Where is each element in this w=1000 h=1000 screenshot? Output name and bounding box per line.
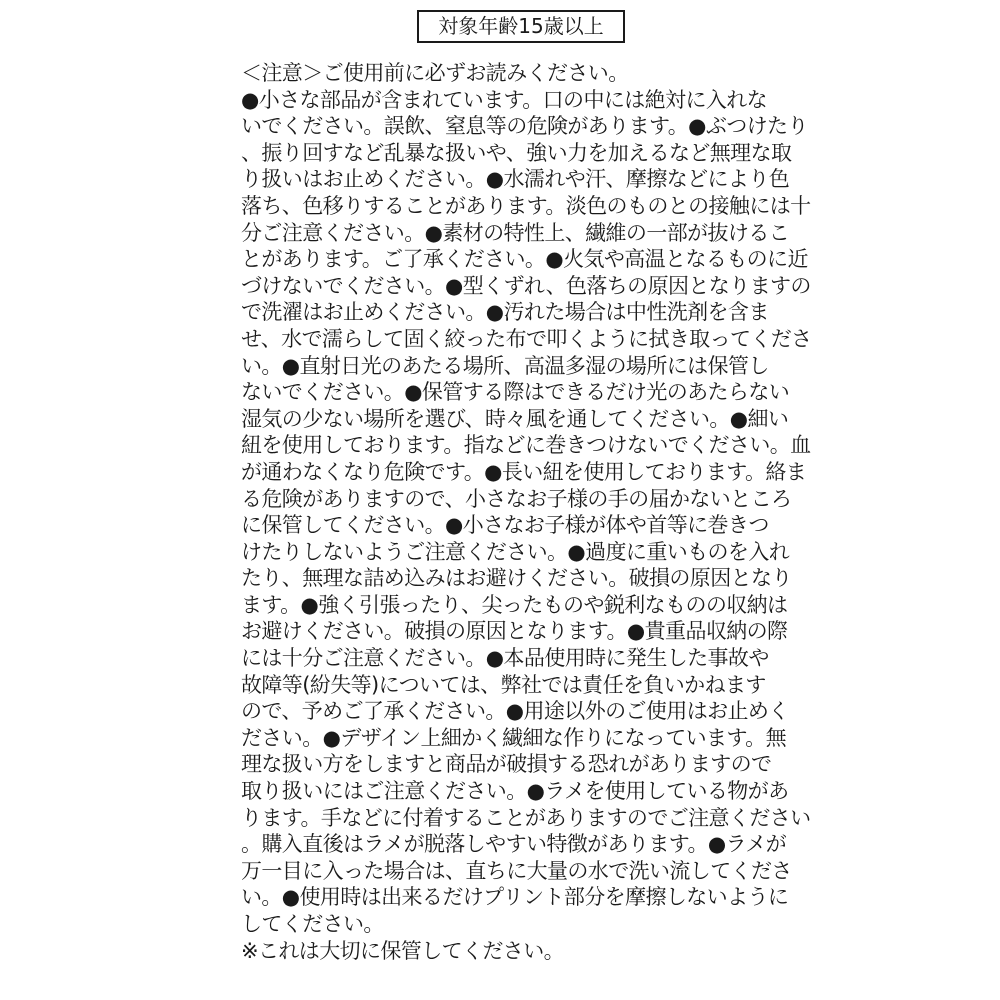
notice-line: 万一目に入った場合は、直ちに大量の水で洗い流してくださ [241,858,792,883]
notice-line: 落ち、色移りすることがあります。淡色のものとの接触には十 [241,193,811,218]
notice-line: ＜注意＞ご使用前に必ずお読みください。 [241,61,629,85]
notice-line: 。購入直後はラメが脱落しやすい特徴があります。●ラメが [241,832,787,857]
notice-line: 分ご注意ください。●素材の特性上、繊維の一部が抜けるこ [241,220,790,245]
caution-notice [241,60,811,964]
notice-line: してください。 [241,912,384,936]
notice-line: ●小さな部品が含まれています。口の中には絶対に入れな [241,87,768,112]
notice-line: には十分ご注意ください。●本品使用時に発生した事故や [241,646,769,671]
notice-line: 、振り回すなど乱暴な扱いや、強い力を加えるなど無理な取 [241,140,792,165]
notice-line: ださい。●デザイン上細かく繊細な作りになっています。無 [241,725,786,750]
notice-line: ります。手などに付着することがありますのでご注意ください [241,805,811,830]
notice-line: り扱いはお止めください。●水濡れや汗、摩擦などにより色 [241,167,790,192]
notice-line: い。●使用時は出来るだけプリント部分を摩擦しないように [241,885,789,910]
notice-line: 故障等(紛失等)については、弊社では責任を負いかねます [241,672,766,697]
notice-line: る危険がありますので、小さなお子様の手の届かないところ [241,486,792,511]
notice-line: ※これは大切に保管してください。 [241,938,564,963]
notice-line: ます。●強く引張ったり、尖ったものや鋭利なものの収納は [241,592,788,617]
notice-line: で洗濯はお止めください。●汚れた場合は中性洗剤を含ま [241,300,769,325]
notice-line: 紐を使用しております。指などに巻きつけないでください。血 [241,433,811,458]
notice-line: が通わなくなり危険です。●長い紐を使用しております。絡ま [241,459,807,484]
notice-line: い。●直射日光のあたる場所、高温多湿の場所には保管し [241,353,769,378]
notice-line: いでください。誤飲、窒息等の危険があります。●ぶつけたり [241,114,808,139]
notice-line: とがあります。ご了承ください。●火気や高温となるものに近 [241,247,808,272]
notice-line: けたりしないようご注意ください。●過度に重いものを入れ [241,539,790,564]
notice-line: 取り扱いにはご注意ください。●ラメを使用している物があ [241,779,789,804]
notice-line: ないでください。●保管する際はできるだけ光のあたらない [241,380,790,405]
notice-line: 湿気の少ない場所を選び、時々風を通してください。●細い [241,406,789,431]
notice-line: お避けください。破損の原因となります。●貴重品収納の際 [241,619,788,644]
notice-line: たり、無理な詰め込みはお避けください。破損の原因となり [241,566,792,591]
notice-line: 理な扱い方をしますと商品が破損する恐れがありますので [241,752,772,777]
notice-line: づけないでください。●型くずれ、色落ちの原因となりますの [241,273,811,298]
notice-line: せ、水で濡らして固く絞った布で叩くように拭き取ってくださ [241,326,812,351]
age-restriction-label: 対象年齢15歳以上 [417,10,625,43]
notice-line: ので、予めご了承ください。●用途以外のご使用はお止めく [241,699,789,724]
notice-line: に保管してください。●小さなお子様が体や首等に巻きつ [241,513,769,538]
